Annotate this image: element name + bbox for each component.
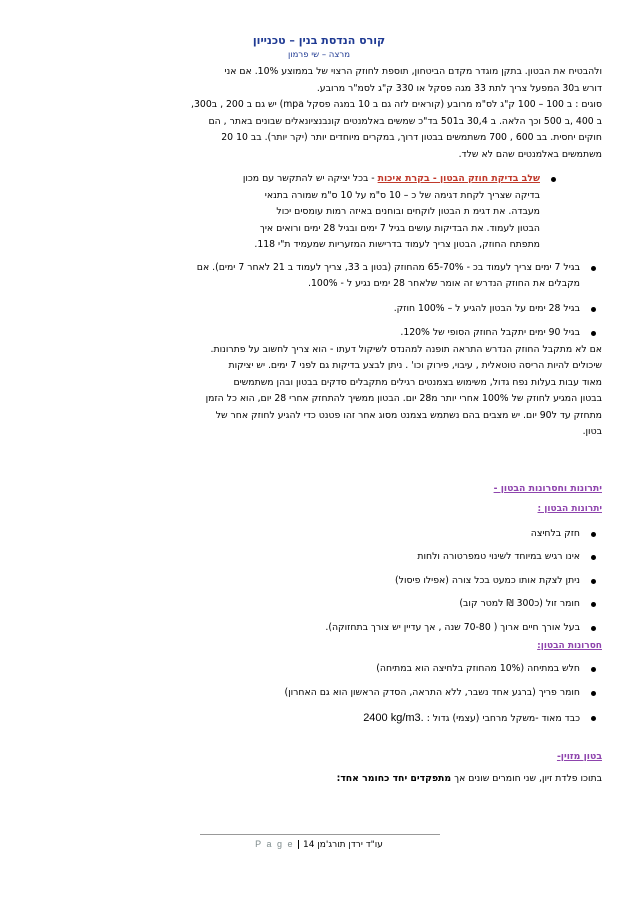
- age-strength-list: [36, 260, 602, 342]
- problem-line: בבטון המגיע לחוזק של 100% אחרי יותר מ28 יום. הבטון ממשיך להתחזק אחרי 28 יום, הוא כל הזמן: [205, 393, 602, 404]
- pros-item: [36, 573, 602, 590]
- footer-author: עו"ד ירדן תורג'מן: [317, 840, 383, 850]
- cons-item-text: חומר פריך (ברגע אחד נשבר, ללא התראה, הסדק הראשון הוא גם האחרון): [284, 687, 580, 698]
- cons-title: חסרונות הבטון:: [537, 641, 602, 651]
- bullet-icon: [591, 532, 596, 537]
- age-strength-text: בגיל 90 ימים יתקבל החוזק הסופי של 120%.: [400, 327, 580, 338]
- intro-line: סוגים : ב 100 – 100 ק"ג לס"מ מרובע (קוראים לזה גם ב 10 במגה פסקל mpa) יש גם ב 200 , ב300,: [191, 99, 602, 110]
- reinforced-concrete-text: [36, 771, 602, 788]
- reinforced-concrete-section: [36, 749, 602, 787]
- intro-line: ב 400 ,ב 500 וכך הלאה. ב 30,4 ב501 בד"כ שמשים באלמנטים קונבנציונאלים שבונים באתר , הם: [208, 115, 602, 127]
- footer-separator: |: [296, 840, 301, 850]
- pros-item-text: ניתן לצקת אותו כמעט בכל צורה (אפילו פיסול): [395, 574, 580, 586]
- footer-page-number: 14: [303, 840, 315, 850]
- document-body: [36, 64, 602, 787]
- quality-check-heading: שלב בדיקת חוזק הבטון - בקרת איכות: [377, 173, 540, 184]
- density-value: 2400 kg/m3.: [363, 711, 424, 724]
- quality-check-text: בדיקה שצריך לקחת דגימה של כ – 10 ס"מ על 10 ס"מ שמורה בתנאי: [264, 189, 540, 201]
- intro-line: ולהבטיח את הבטון. בתקן מוגדר מקדם הביטחון, תוספת לחוזק הרצוי של בממוצע 10%. אם אני: [224, 66, 602, 77]
- age-strength-text: בגיל 7 ימים צריך לעמוד בכ - 65-70% מהחוזק (בטון ב 33, צריך לעמוד ב 21 לאחר 7 ימים). אם: [196, 261, 580, 273]
- bullet-icon: [591, 579, 596, 584]
- problem-paragraph: [36, 342, 602, 441]
- page-header-subtitle: מרצה – שי פרמון: [288, 50, 350, 60]
- intro-line: חוקים יחסית. בב 600 , 700 משתמשים בבטון דרוך, במקרים מיוחדים יותר (יקר יותר). בב 10 20: [221, 132, 602, 143]
- pros-item-text: אינו רגיש במיוחד לשינוי טמפרטורה ולחות: [417, 551, 580, 562]
- problem-line: מתחזק עד ל90 יום. יש מצבים בהם נשתמש בצמנט מסוג אחר זהו פטנט כדי להגיע לחוזק אחר של: [215, 409, 602, 421]
- reinforced-text-plain: בתוכו פלדת זיון, שני חומרים שונים אך: [451, 772, 602, 784]
- reinforced-concrete-title: בטון מזוין-: [556, 751, 602, 762]
- pros-item: [36, 526, 602, 543]
- bullet-icon: [591, 555, 596, 560]
- problem-line: אם לא מתקבל החוזק הנדרש התראה תופנה למהנדס לשיקול דעתו - הוא צריך לחשוב על פתרונות.: [210, 343, 602, 355]
- cons-item: [36, 710, 602, 728]
- pros-cons-title: יתרונות וחסרונות הבטון -: [493, 482, 602, 494]
- bullet-icon: [591, 716, 596, 721]
- bullet-icon: [591, 626, 596, 631]
- pros-item: [36, 596, 602, 613]
- pros-title: יתרונות הבטון :: [537, 504, 602, 514]
- quality-check-text: - בכל יציקה יש להתקשר עם מכון: [242, 173, 378, 184]
- age-strength-item: [36, 325, 602, 342]
- footer-page-label: P a g e: [255, 839, 294, 849]
- intro-line: דורש ב30 המפעל צריך לתת 33 מגה פסקל או 330 ק"ג לסמ"ר מרובע.: [316, 82, 602, 94]
- pros-item-text: חומר זול (כ300 ₪ למטר קוב): [459, 598, 580, 609]
- cons-list: [36, 661, 602, 728]
- pros-item-text: חזק בלחיצה: [530, 527, 580, 539]
- quality-check-text: מעבדה. את דגימ ת הבטון לוקחים ובוחנים באיזה רמות עומסים יכול: [276, 206, 540, 217]
- problem-line: מאוד עבות בעלות נפח גדול, משימוש בצמנטים רגילים מתקבלים סדקים בבטון ובהן משתמשים: [233, 376, 602, 388]
- pros-cons-section: [36, 481, 602, 728]
- pros-item: [36, 549, 602, 566]
- bullet-icon: [591, 602, 596, 607]
- intro-line: משתמשים באלמנטים שהם לא שלד.: [458, 148, 602, 160]
- quality-check-text: הבטון לעמוד. את הבדיקות עושים בגיל 7 ימים ובגיל 28 ימים ורואים איך: [259, 222, 540, 234]
- problem-line: שיכולים להיות הריסה טוטאלית , עיבוי, פירוק וכו' . ניתן לבצע בדיקות גם לפני 7 ימים. יש יציקות: [228, 360, 602, 371]
- bullet-icon: [591, 667, 596, 672]
- pros-item-text: בעל אורך חיים ארוך ( 70-80 שנה , אך עדיין יש צורך בתחזוקה).: [325, 621, 580, 633]
- intro-paragraph: [36, 64, 602, 163]
- cons-item: [36, 661, 602, 678]
- cons-item-text: חלש במתיחה (10% מהחוזק בלחיצה הוא במתיחה): [376, 662, 580, 674]
- problem-line: בטון.: [582, 426, 602, 437]
- bullet-icon: [591, 307, 596, 312]
- quality-check-text: מתפתח החוזק, הבטון צריך לעמוד בדרישות המזעריות שמעמיד ת"י 118.: [254, 239, 540, 250]
- bullet-icon: [591, 266, 596, 271]
- age-strength-text: בגיל 28 ימים על הבטון להגיע ל – 100% חוזק.: [393, 302, 580, 314]
- bullet-icon: [591, 691, 596, 696]
- pros-item: [36, 620, 602, 637]
- age-strength-item: [36, 301, 602, 318]
- page-footer: [0, 838, 638, 851]
- bullet-icon: [591, 331, 596, 336]
- footer-divider: [200, 834, 440, 835]
- page-header-title: קורס הנדסת בנין – טכנייון: [252, 34, 386, 47]
- reinforced-text-bold: מתפקדים יחד כחומר אחד:: [336, 772, 452, 784]
- age-strength-text: מקבלים את החוזק הנדרש זה אומר שלאחר 28 ימים נגיע ל - 100%.: [308, 278, 580, 289]
- quality-check-list: [36, 171, 602, 254]
- quality-check-item: [36, 171, 562, 254]
- pros-list: [36, 526, 602, 637]
- cons-item-text: כבד מאוד -משקל מרחבי (עצמי) גדול :: [423, 712, 580, 724]
- bullet-icon: [551, 177, 556, 182]
- cons-item: [36, 685, 602, 702]
- age-strength-item: [36, 260, 602, 293]
